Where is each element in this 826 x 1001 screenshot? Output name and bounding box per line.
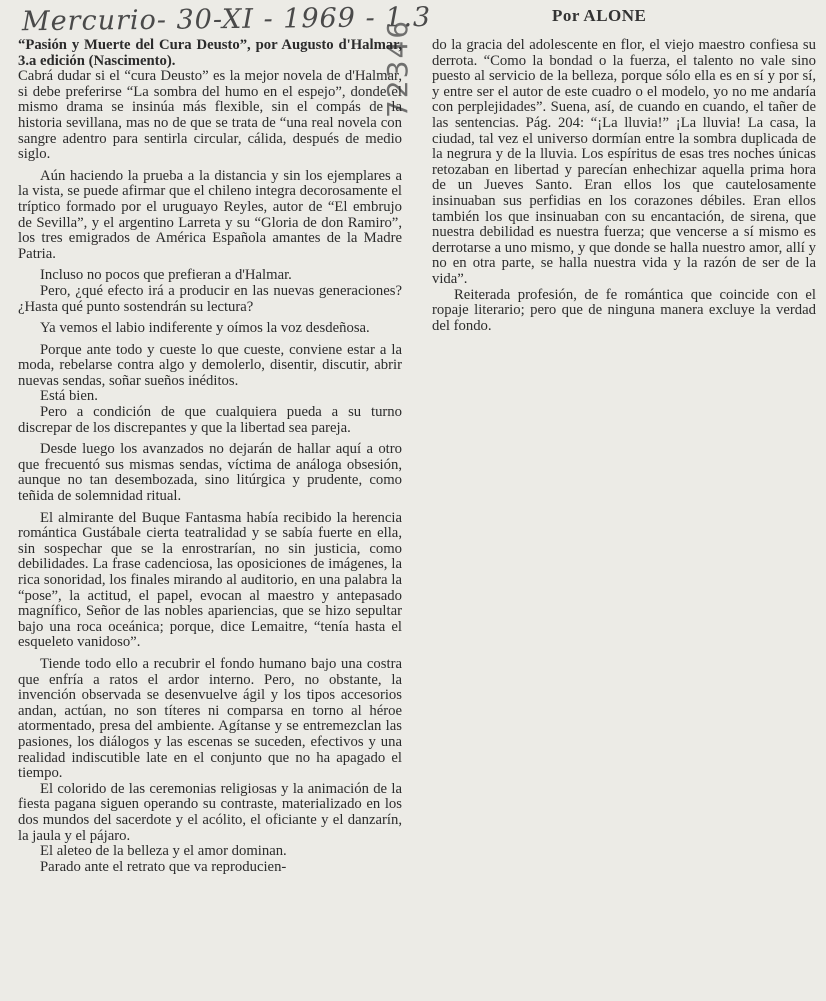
paragraph: Porque ante todo y cueste lo que cueste, conviene estar a la moda, rebelarse contra algo y demolerlo, disentir, discutir, abrir nuevas sendas, soñar sueños inéditos. [18,341,402,389]
paragraph: Aún haciendo la prueba a la distancia y sin los ejemplares a la vista, se puede afirmar que el chileno integra decorosamente el tríptico formado por el uruguayo Reyles, autor de “El embrujo de Sevilla”, y el argentino Larreta y su “Gloria de don Ramiro”, los tres emigrados de América Española amantes de la Madre Patria. [18,167,402,262]
paragraph: Ya vemos el labio indiferente y oímos la voz desdeñosa. [40,320,370,337]
paragraph: do la gracia del adolescente en flor, el viejo maestro confiesa su derrota. “Como la bondad o la fuerza, el talento no vale sino puesto al servicio de la belleza, porque sólo ella es en sí y por sí, y entre ser el autor de este cuadro o el modelo, yo no me andaría con perplejidades”. Suena, así, de cuando en cuando, el tañer de las sentencias. Pág. 204: “¡La lluvia!” ¡La lluvia! La casa, la ciudad, tal vez el universo dormían entre la sombra duplicada de la negrura y de la lluvia. Los espíritus de esas tres noches únicas retozaban en libertad y parecían enhechizar aquella prima hora de un Jueves Santo. Eran ellos los que cautelosamente insinuaban sus perfidias en los corazones débiles. Eran ellos también los que insinuaban con su encantación, de sirena, que nuestra debilidad es nuestra fuerza; que vencerse a sí mismo es derrotarse a uno mismo, y que donde se halla nuestro amor, allí y no en otra parte, se halla nuestra vida y la razón de ser de la vida”. [432,37,816,287]
paragraph: Tiende todo ello a recubrir el fondo humano bajo una costra que enfría a ratos el ardor interno. Pero, no obstante, la invención observada se desenvuelve ágil y los tipos accesorios andan, actúan, no son títeres ni comparsa en torno al héroe atormentado, presa del ambiente. Agítanse y se entremezclan las pasiones, los diálogos y las escenas se suceden, efectivos y una realidad indiscutible late en el conjunto que no ha apagado el tiempo. [18,655,402,782]
paragraph: El colorido de las ceremonias religiosas y la animación de la fiesta pagana siguen operando su contraste, materializado en los dos mundos del sacerdote y el acólito, el oficiante y el danzarín, la jaula y el pájaro. [18,780,402,844]
left-column [18,38,402,875]
paragraph: El almirante del Buque Fantasma había recibido la herencia romántica Gustábale cierta teatralidad y se sabía fuerte en ella, sin sospechar que se la enrostrarían, no sin justicia, como debilidades. La frase cadenciosa, las oposiciones de imágenes, la rica sonoridad, los finales mirando al auditorio, en una palabra la “pose”, la actitud, el papel, evocan al maestro y antepasado magnífico, Señor de las nobles apariencias, que se hizo sepultar bajo una roca oceánica; porque, dice Lemaitre, “tenía hasta el esqueleto vanidoso”. [18,509,402,651]
paragraph: Parado ante el retrato que va reproducien- [40,858,287,875]
paragraph: Está bien. [40,388,98,405]
paragraph: Incluso no pocos que prefieran a d'Halmar. [40,267,292,284]
author-byline: Por ALONE [552,6,647,25]
paragraph: Cabrá dudar si el “cura Deusto” es la mejor novela de d'Halmar, si debe preferirse “La sombra del humo en el espejo”, donde el mismo drama se insinúa más flexible, sin el compás de la historia sevillana, mas no de que se trata de “una real novela con sangre adentro para sentirla circular, cálida, después de medio siglo. [18,68,402,163]
handwritten-date-note: Mercurio- 30-XI - 1969 - 1.3 [21,1,432,38]
right-column [432,38,816,334]
article-heading: “Pasión y Muerte del Cura Deusto”, por Augusto d'Halmar, 3.a edición (Nascimento). [18,37,402,69]
handwritten-reference-number: 72346 [381,18,414,118]
paragraph: El aleteo de la belleza y el amor dominan. [40,843,287,860]
paragraph: Pero, ¿qué efecto irá a producir en las nuevas generaciones? ¿Hasta qué punto sostendrán su lectura? [18,282,402,315]
paragraph: Pero a condición de que cualquiera pueda a su turno discrepar de los discrepantes y que la libertad sea pareja. [18,404,402,436]
paragraph: Desde luego los avanzados no dejarán de hallar aquí a otro que frecuentó sus mismas sendas, víctima de análoga obsesión, aunque no tan desembozada, sino litúrgica y prudente, como teñida de solemnidad ritual. [18,441,402,505]
paragraph: Reiterada profesión, de fe romántica que coincide con el ropaje literario; pero que de ninguna manera excluye la verdad del fondo. [432,286,816,334]
